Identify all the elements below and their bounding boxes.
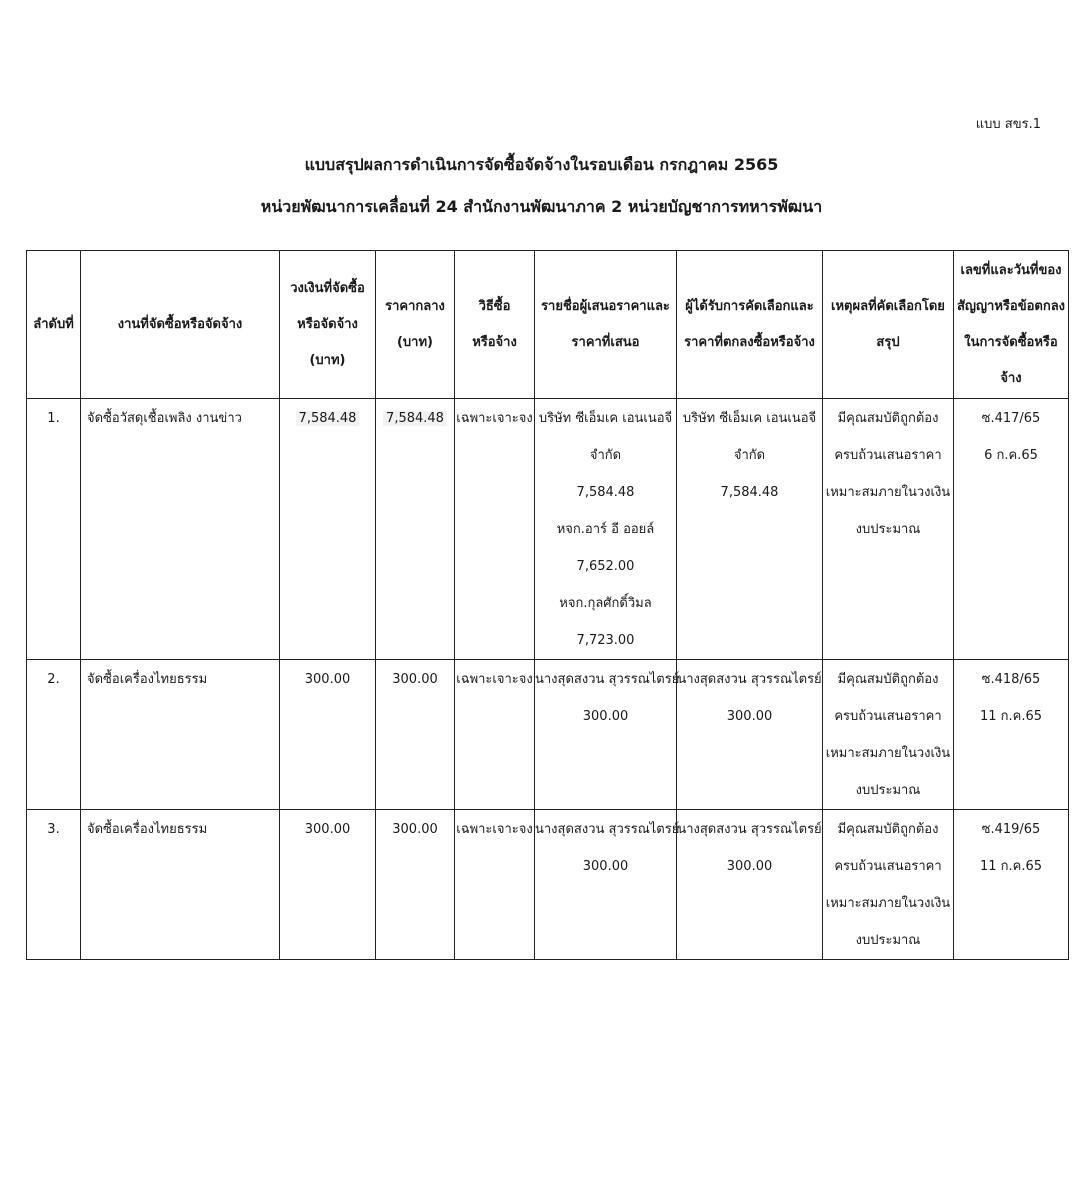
header-selected: ผู้ได้รับการคัดเลือกและ ราคาที่ตกลงซื้อหรือจ้าง — [677, 251, 823, 399]
document-title: แบบสรุปผลการดำเนินการจัดซื้อจัดจ้างในรอบเดือน กรกฎาคม 2565 — [304, 155, 779, 174]
header-contract: เลขที่และวันที่ของ สัญญาหรือข้อตกลง ในการจัดซื้อหรือ จ้าง — [954, 251, 1069, 399]
form-code: แบบ สขร.1 — [975, 117, 1041, 132]
cell-bidders: นางสุดสงวน สุวรรณไตรย์ 300.00 — [535, 660, 677, 810]
cell-reason: มีคุณสมบัติถูกต้อง ครบถ้วนเสนอราคา เหมาะสมภายในวงเงิน งบประมาณ — [823, 399, 954, 660]
cell-reason: มีคุณสมบัติถูกต้อง ครบถ้วนเสนอราคา เหมาะสมภายในวงเงิน งบประมาณ — [823, 660, 954, 810]
header-no: ลำดับที่ — [27, 251, 81, 399]
cell-selected: บริษัท ซีเอ็มเค เอนเนอจี จำกัด 7,584.48 — [677, 399, 823, 660]
cell-contract: ซ.419/65 11 ก.ค.65 — [954, 810, 1069, 960]
table-header-row — [27, 251, 1069, 399]
cell-no: 1. — [27, 399, 81, 660]
cell-median-price: 300.00 — [376, 660, 455, 810]
cell-bidders: บริษัท ซีเอ็มเค เอนเนอจี จำกัด 7,584.48 หจก.อาร์ อี ออยล์ 7,652.00 หจก.กุลศักดิ์วิมล 7,723.00 — [535, 399, 677, 660]
table-row — [27, 660, 1069, 810]
cell-bidders: นางสุดสงวน สุวรรณไตรย์ 300.00 — [535, 810, 677, 960]
cell-median-price: 7,584.48 — [376, 399, 455, 660]
cell-selected: นางสุดสงวน สุวรรณไตรย์ 300.00 — [677, 810, 823, 960]
header-reason: เหตุผลที่คัดเลือกโดย สรุป — [823, 251, 954, 399]
cell-contract: ซ.417/65 6 ก.ค.65 — [954, 399, 1069, 660]
cell-method: เฉพาะเจาะจง — [455, 810, 535, 960]
cell-item: จัดซื้อเครื่องไทยธรรม — [81, 660, 280, 810]
procurement-summary-table — [26, 250, 1069, 960]
cell-method: เฉพาะเจาะจง — [455, 660, 535, 810]
cell-median-price: 300.00 — [376, 810, 455, 960]
header-method: วิธีซื้อ หรือจ้าง — [455, 251, 535, 399]
cell-no: 3. — [27, 810, 81, 960]
table-row — [27, 399, 1069, 660]
cell-no: 2. — [27, 660, 81, 810]
cell-budget: 300.00 — [280, 810, 376, 960]
document-subtitle: หน่วยพัฒนาการเคลื่อนที่ 24 สำนักงานพัฒนาภาค 2 หน่วยบัญชาการทหารพัฒนา — [260, 197, 823, 216]
header-item: งานที่จัดซื้อหรือจัดจ้าง — [81, 251, 280, 399]
cell-item: จัดซื้อวัสดุเชื้อเพลิง งานข่าว — [81, 399, 280, 660]
cell-method: เฉพาะเจาะจง — [455, 399, 535, 660]
cell-budget: 300.00 — [280, 660, 376, 810]
header-budget: วงเงินที่จัดซื้อ หรือจัดจ้าง (บาท) — [280, 251, 376, 399]
table-row — [27, 810, 1069, 960]
cell-contract: ซ.418/65 11 ก.ค.65 — [954, 660, 1069, 810]
cell-budget: 7,584.48 — [280, 399, 376, 660]
header-bidders: รายชื่อผู้เสนอราคาและ ราคาที่เสนอ — [535, 251, 677, 399]
cell-selected: นางสุดสงวน สุวรรณไตรย์ 300.00 — [677, 660, 823, 810]
header-median-price: ราคากลาง (บาท) — [376, 251, 455, 399]
cell-reason: มีคุณสมบัติถูกต้อง ครบถ้วนเสนอราคา เหมาะสมภายในวงเงิน งบประมาณ — [823, 810, 954, 960]
cell-item: จัดซื้อเครื่องไทยธรรม — [81, 810, 280, 960]
